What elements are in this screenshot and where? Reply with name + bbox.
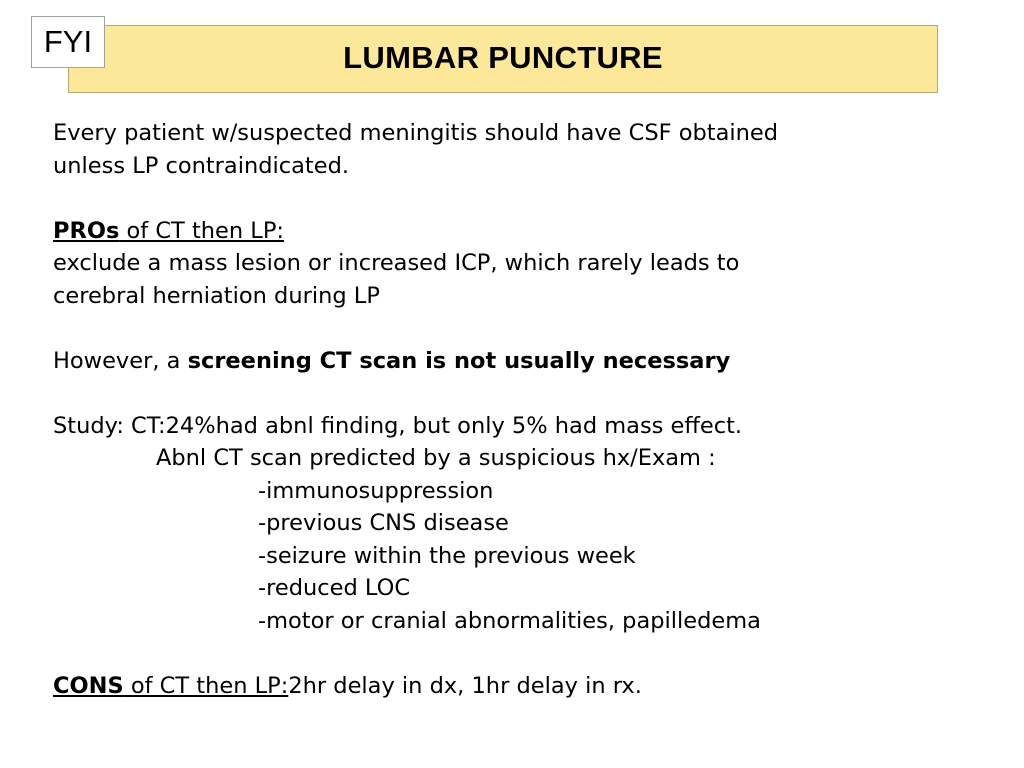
pros-label: PROs (53, 217, 120, 244)
spacer (53, 637, 993, 670)
pros-line-2: cerebral herniation during LP (53, 282, 380, 309)
intro-line-1: Every patient w/suspected meningitis should have CSF obtained (53, 120, 779, 146)
spacer (53, 377, 993, 410)
pros-heading-rest: of CT then LP: (119, 217, 284, 244)
fyi-badge (31, 16, 105, 68)
study-item: -seizure within the previous week (258, 542, 636, 569)
slide-title: LUMBAR PUNCTURE (343, 40, 663, 75)
intro-line-2: unless LP contraindicated. (53, 152, 350, 179)
study-line: Study: CT:24%had abnl finding, but only 5% had mass effect. (53, 412, 743, 439)
however-line (53, 345, 993, 378)
study-item: -motor or cranial abnormalities, papilledema (258, 607, 761, 634)
fyi-label: FYI (43, 24, 93, 59)
however-bold: screening CT scan is not usually necessary (187, 347, 731, 374)
study-item: -reduced LOC (258, 575, 411, 601)
study-item: -immunosuppression (258, 477, 494, 504)
title-bar (68, 25, 938, 93)
study-item: -previous CNS disease (258, 510, 509, 536)
cons-heading-underline (53, 673, 288, 699)
cons-heading-rest: of CT then LP: (123, 672, 289, 699)
study-subline: Abnl CT scan predicted by a suspicious hx/Exam : (156, 445, 716, 471)
pros-line-1: exclude a mass lesion or increased ICP, which rarely leads to (53, 250, 740, 276)
spacer (53, 312, 993, 345)
however-prefix: However, a (53, 347, 188, 374)
cons-line (53, 670, 993, 703)
spacer (53, 182, 993, 215)
cons-text: 2hr delay in dx, 1hr delay in rx. (288, 672, 642, 699)
cons-label: CONS (53, 672, 124, 699)
pros-heading (53, 215, 993, 248)
pros-heading-underline (53, 218, 284, 244)
slide-body (53, 117, 993, 702)
